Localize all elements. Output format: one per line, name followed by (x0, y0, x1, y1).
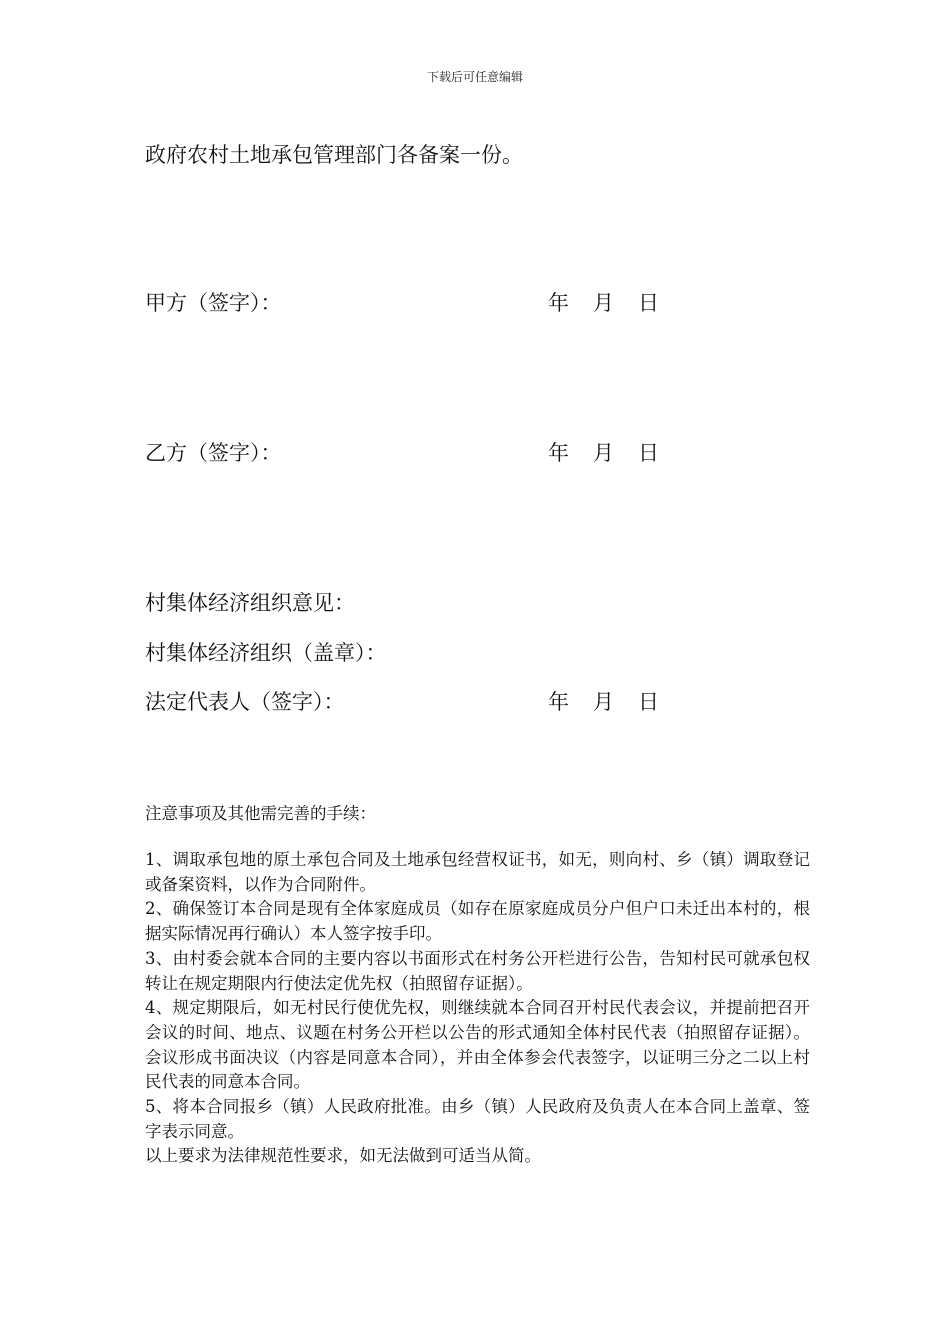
party-a-signature-label: 甲方（签字）： (145, 291, 282, 315)
collective-seal-label: 村集体经济组织（盖章）： (145, 641, 387, 665)
date-day: 日 (638, 291, 659, 315)
party-b-signature-label: 乙方（签字）： (145, 441, 282, 465)
note-item-5: 5、将本合同报乡（镇）人民政府批准。由乡（镇）人民政府及负责人在本合同上盖章、签字表示同意。 (145, 1097, 810, 1141)
party-b-date (548, 437, 659, 467)
collective-opinion-label: 村集体经济组织意见： (145, 591, 355, 615)
date-month: 月 (593, 441, 614, 465)
party-a-date (548, 287, 659, 317)
legal-rep-date (548, 686, 659, 716)
date-year: 年 (548, 291, 569, 315)
note-summary: 以上要求为法律规范性要求，如无法做到可适当从简。 (145, 1146, 541, 1166)
date-day: 日 (638, 441, 659, 465)
date-day: 日 (638, 690, 659, 714)
header-note: 下载后可任意编辑 (426, 70, 523, 84)
notes-list (145, 848, 810, 1169)
legal-rep-signature-label: 法定代表人（签字）： (145, 690, 345, 714)
notes-title: 注意事项及其他需完善的手续： (145, 804, 376, 823)
note-item-1: 1、调取承包地的原土承包合同及土地承包经营权证书，如无，则向村、乡（镇）调取登记或备案资料，以作为合同附件。 (145, 850, 810, 894)
note-item-3: 3、由村委会就本合同的主要内容以书面形式在村务公开栏进行公告，告知村民可就承包权转让在规定期限内行使法定优先权（拍照留存证据）。 (145, 948, 810, 993)
date-month: 月 (593, 690, 614, 714)
note-item-2: 2、确保签订本合同是现有全体家庭成员（如存在原家庭成员分户但户口未迁出本村的，根据实际情况再行确认）本人签字按手印。 (145, 899, 810, 944)
intro-line: 政府农村土地承包管理部门各备案一份。 (145, 143, 523, 167)
date-year: 年 (548, 441, 569, 465)
date-year: 年 (548, 690, 569, 714)
date-month: 月 (593, 291, 614, 315)
note-item-4: 4、规定期限后，如无村民行使优先权，则继续就本合同召开村民代表会议，并提前把召开会议的时间、地点、议题在村务公开栏以公告的形式通知全体村民代表（拍照留存证据）。会议形成书面决议（内容是同意本合同），并由全体参会代表签字，以证明三分之二以上村民代表的同意本合同。 (145, 998, 810, 1092)
